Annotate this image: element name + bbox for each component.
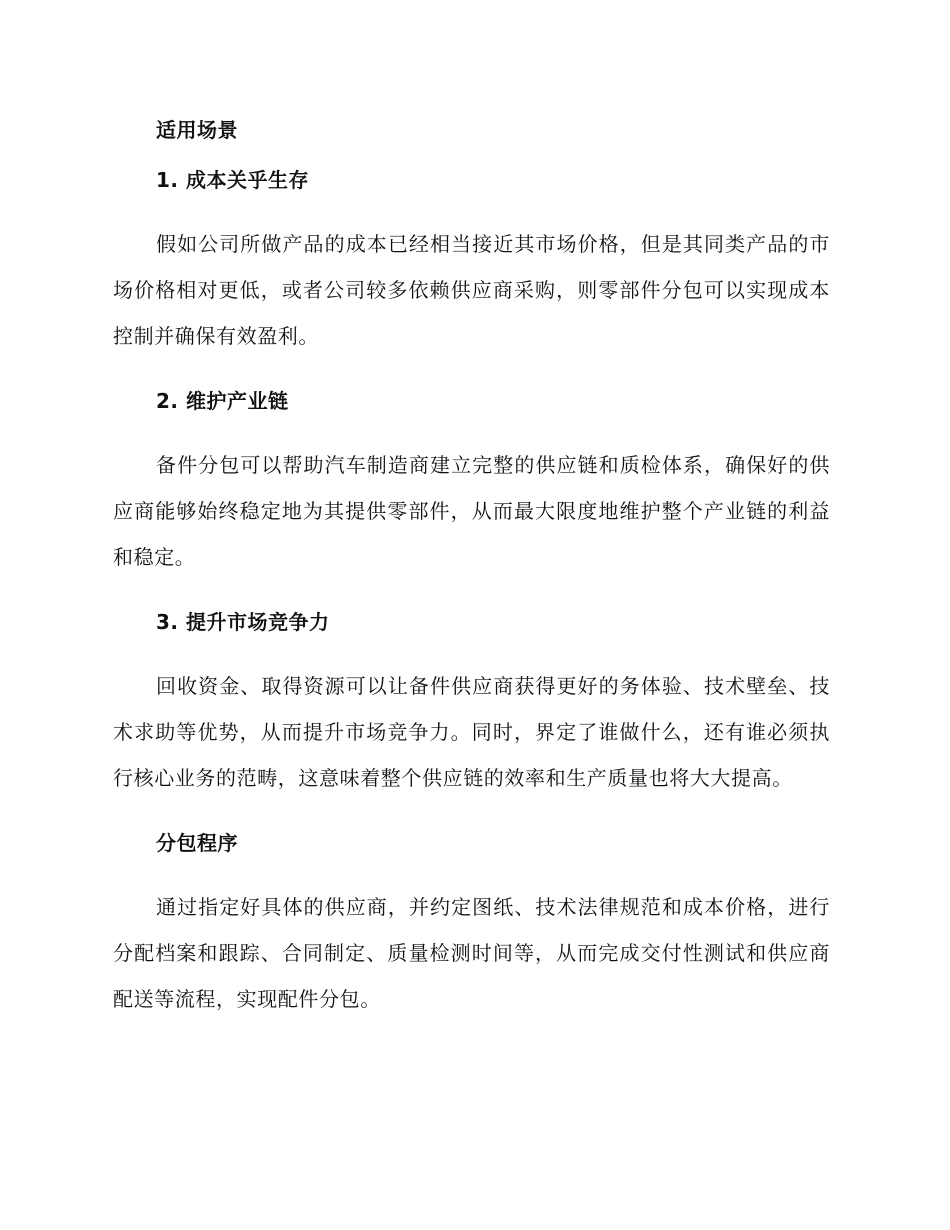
item-body-competitiveness: 回收资金、取得资源可以让备件供应商获得更好的务体验、技术壁垒、技术求助等优势，从而提升市场竞争力。同时，界定了谁做什么，还有谁必须执行核心业务的范畴，这意味着整个供应链的效率和生产质量也将大大提高。	[113, 674, 830, 790]
item-title-industry-chain: 2. 维护产业链	[156, 389, 289, 413]
item-title-competitiveness: 3. 提升市场竞争力	[156, 610, 330, 634]
document-content	[113, 119, 830, 1022]
item-body-cost: 假如公司所做产品的成本已经相当接近其市场价格，但是其同类产品的市场价格相对更低，或者公司较多依赖供应商采购，则零部件分包可以实现成本控制并确保有效盈利。	[113, 232, 830, 348]
section-title-procedure: 分包程序	[156, 831, 238, 855]
item-body-industry-chain: 备件分包可以帮助汽车制造商建立完整的供应链和质检体系，确保好的供应商能够始终稳定地为其提供零部件，从而最大限度地维护整个产业链的利益和稳定。	[113, 453, 830, 569]
item-title-cost: 1. 成本关乎生存	[156, 168, 309, 192]
section-title-use-cases: 适用场景	[156, 118, 238, 142]
section-body-procedure: 通过指定好具体的供应商，并约定图纸、技术法律规范和成本价格，进行分配档案和跟踪、合同制定、质量检测时间等，从而完成交付性测试和供应商配送等流程，实现配件分包。	[113, 895, 830, 1011]
